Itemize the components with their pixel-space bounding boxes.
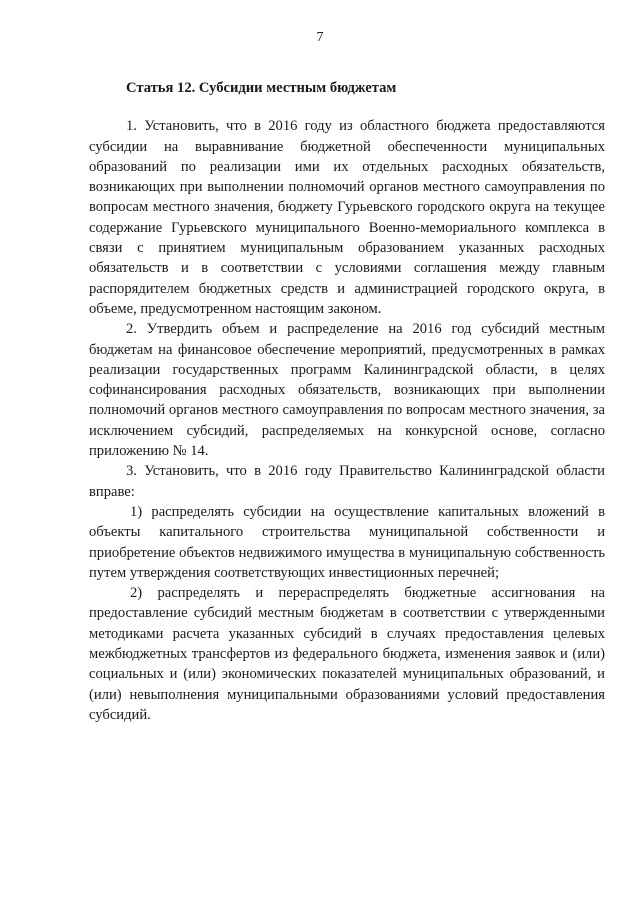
paragraph-1: 1. Установить, что в 2016 году из областного бюджета предоставляются субсидии на выравнивание бюджетной обеспеченности муниципальных образований по реализации ими их отдельных расходных обязательств, возникающих при выполнении полномочий органов местного самоуправления по вопросам местного значения, бюджету Гурьевского городского округа на текущее содержание Гурьевского муниципального Военно-мемориального комплекса в связи с принятием муниципальным образованием указанных расходных обязательств и в соответствии с условиями соглашения между главным распорядителем бюджетных средств и администрацией городского округа, в объеме, предусмотренном настоящим законом. bbox=[89, 118, 605, 317]
paragraph-3-item-2: 2) распределять и перераспределять бюджетные ассигнования на предоставление субсидий местным бюджетам в соответствии с утвержденными методиками расчета указанных субсидий в случаях предоставления целевых межбюджетных трансфертов из федерального бюджета, изменения заявок и (или) социальных и (или) экономических показателей муниципальных образований, и (или) невыполнения муниципальными образованиями условий предоставления субсидий. bbox=[89, 585, 605, 723]
paragraph-2: 2. Утвердить объем и распределение на 2016 год субсидий местным бюджетам на финансовое обеспечение мероприятий, предусмотренных в рамках реализации государственных программ Калининградской области, в целях софинансирования расходных обязательств, возникающих при выполнении полномочий органов местного самоуправления по вопросам местного значения, за исключением субсидий, распределяемых на конкурсной основе, согласно приложению № 14. bbox=[89, 321, 605, 460]
paragraph-3-item-1: 1) распределять субсидии на осуществление капитальных вложений в объекты капитального строительства муниципальной собственности и приобретение объектов недвижимого имущества в муниципальную собственность путем утверждения соответствующих инвестиционных перечней; bbox=[89, 503, 605, 581]
paragraph-3: 3. Установить, что в 2016 году Правительство Калининградской области вправе: bbox=[89, 463, 605, 500]
article-title: Статья 12. Субсидии местным бюджетам bbox=[126, 80, 397, 96]
page-number: 7 bbox=[316, 30, 324, 45]
document-body bbox=[89, 78, 605, 725]
